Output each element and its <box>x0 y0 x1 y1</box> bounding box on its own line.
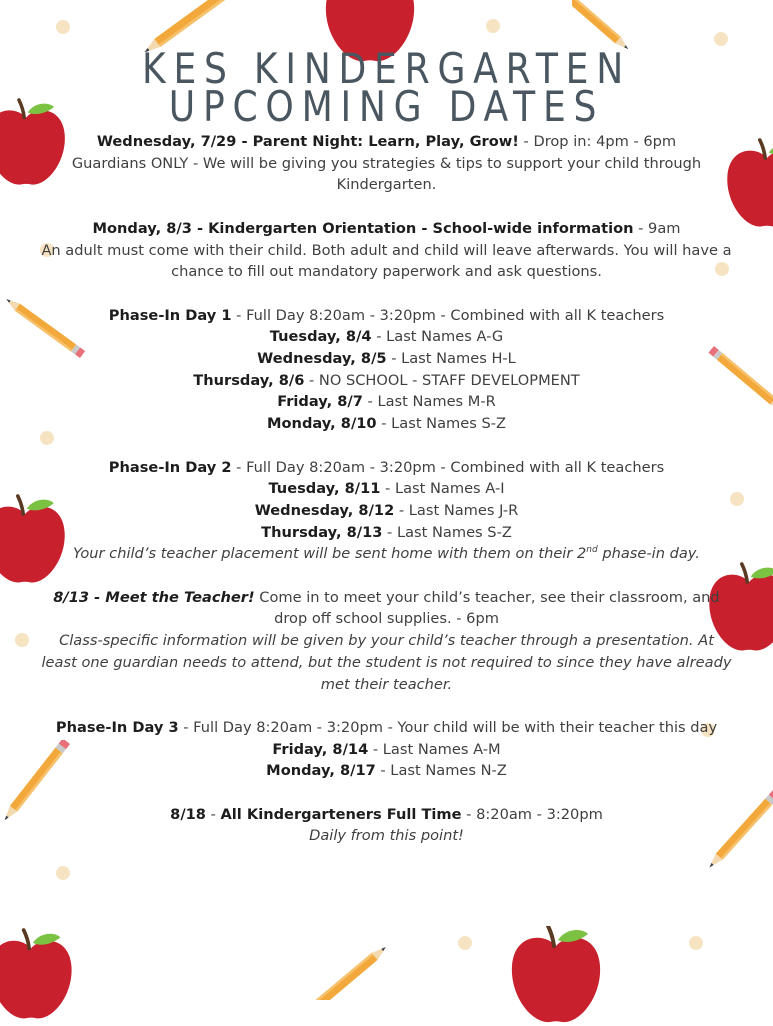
pencil-icon <box>302 938 386 1000</box>
apple-icon <box>0 926 77 1026</box>
dot <box>486 19 500 33</box>
phase-in-day-1: Phase-In Day 1 - Full Day 8:20am - 3:20pm - Combined with all K teachers <box>108 306 665 324</box>
event-note: Daily from this point! <box>309 827 464 845</box>
event-full-time: 8/18 - All Kindergarteners Full Time - 8:20am - 3:20pm <box>170 805 603 823</box>
schedule-row: Wednesday, 8/5 - Last Names H-L <box>257 350 516 367</box>
schedule-row: Friday, 8/14 - Last Names A-M <box>272 740 501 758</box>
schedule-row: Tuesday, 8/4 - Last Names A-G <box>269 328 504 346</box>
dot <box>458 936 472 950</box>
dot <box>15 633 29 647</box>
apple-icon <box>504 926 608 1026</box>
dot <box>689 936 703 950</box>
schedule-row: Friday, 8/7 - Last Names M-R <box>277 393 496 411</box>
schedule-row: Thursday, 8/6 - NO SCHOOL - STAFF DEVELOPMENT <box>193 371 580 389</box>
dot <box>56 866 70 880</box>
schedule-row: Monday, 8/17 - Last Names N-Z <box>266 762 507 780</box>
event-note: An adult must come with their child. Both adult and child will leave afterwards. You will have a chance to fill out mandatory paperwork and ask questions. <box>41 241 732 281</box>
event-meet-teacher: 8/13 - Meet the Teacher! Come in to meet your child’s teacher, see their classroom, and drop off school supplies. - 6pm <box>53 588 720 628</box>
event-parent-night: Wednesday, 7/29 - Parent Night: Learn, Play, Grow! - Drop in: 4pm - 6pm <box>96 133 677 150</box>
page-title: KES KINDERGARTEN <box>142 44 631 93</box>
phase-in-day-2: Phase-In Day 2 - Full Day 8:20am - 3:20pm - Combined with all K teachers <box>108 458 665 476</box>
page-subtitle: UPCOMING DATES <box>168 82 605 131</box>
schedule-row: Monday, 8/10 - Last Names S-Z <box>267 415 506 433</box>
phase-in-day-3: Phase-In Day 3 - Full Day 8:20am - 3:20pm - Your child will be with their teacher this day <box>55 718 718 736</box>
schedule-row: Wednesday, 8/12 - Last Names J-R <box>254 501 519 519</box>
dot <box>714 32 728 46</box>
event-note: Your child’s teacher placement will be sent home with them on their 2nd phase-in day. <box>73 545 700 563</box>
event-note: Guardians ONLY - We will be giving you strategies & tips to support your child through Kindergarten. <box>71 154 702 194</box>
event-note: Class-specific information will be given by your child’s teacher through a presentation. At least one guardian needs to attend, but the student is not required to since they have already met their teacher. <box>41 632 732 693</box>
event-orientation: Monday, 8/3 - Kindergarten Orientation - School-wide information - 9am <box>92 219 681 237</box>
schedule-row: Tuesday, 8/11 - Last Names A-I <box>268 480 505 498</box>
dot <box>56 20 70 34</box>
schedule <box>40 131 733 847</box>
schedule-row: Thursday, 8/13 - Last Names S-Z <box>261 523 512 541</box>
